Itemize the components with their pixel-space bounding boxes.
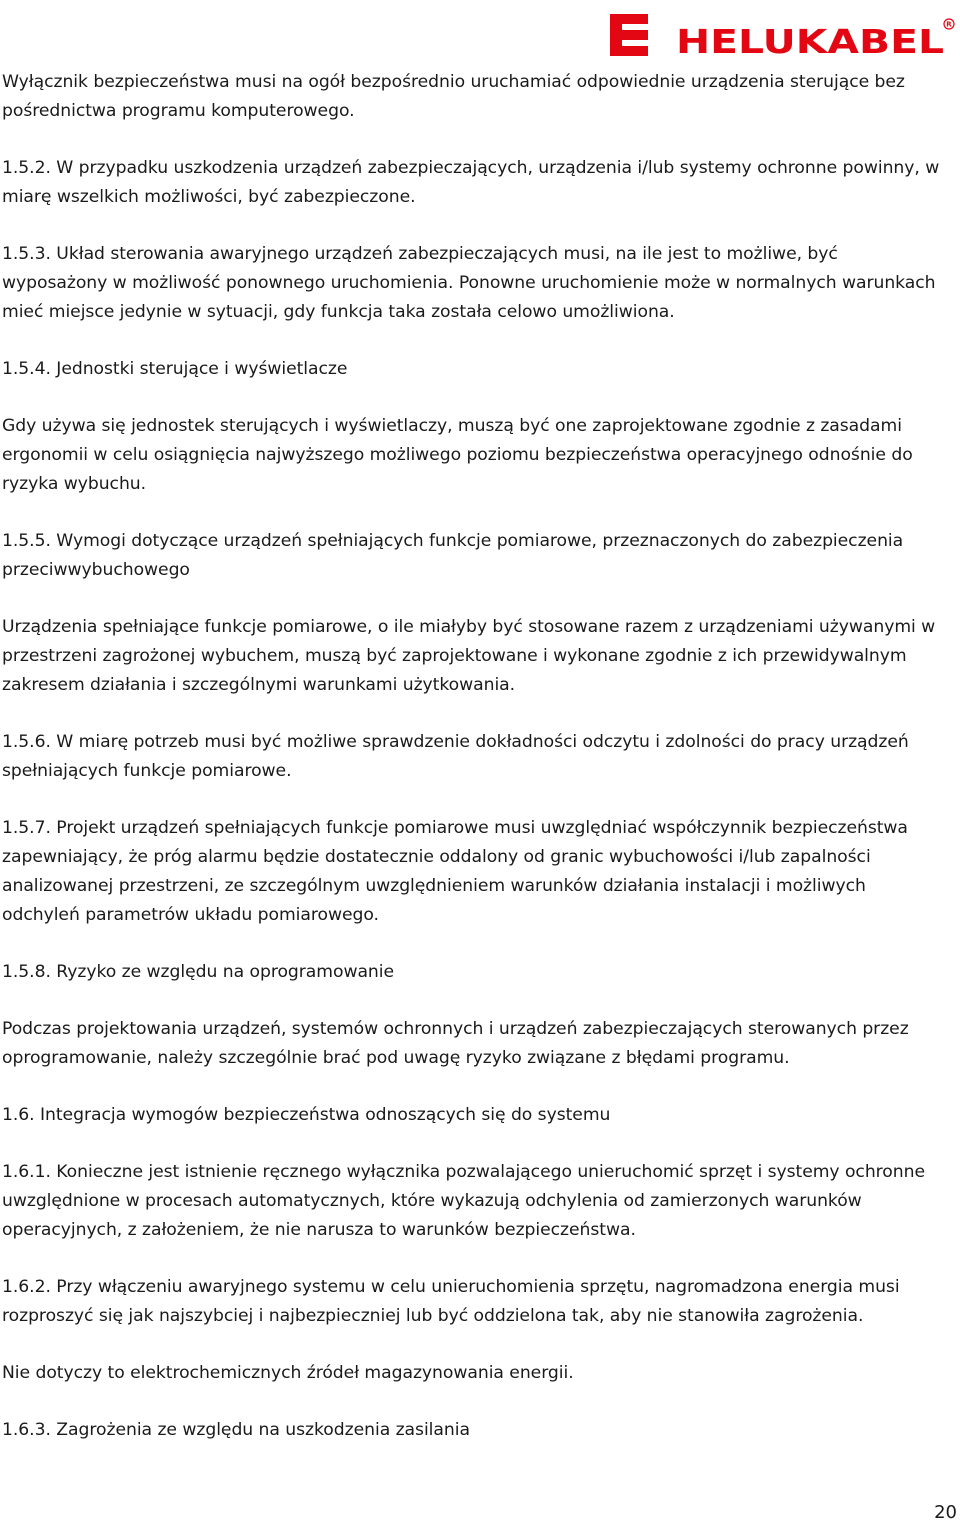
heading-1-6-3: 1.6.3. Zagrożenia ze względu na uszkodzenia zasilania [2,1420,470,1440]
paragraph-control-units: Gdy używa się jednostek sterujących i wyświetlaczy, muszą być one zaprojektowane zgodnie z zasadami ergonomii w celu osiągnięcia najwyższego możliwego poziomu bezpieczeństwa operacyjnego odnośnie do ryzyka wybuchu. [2,416,913,494]
paragraph-measuring-devices: Urządzenia spełniające funkcje pomiarowe, o ile miałyby być stosowane razem z urządzeniami używanymi w przestrzeni zagrożonej wybuchem, muszą być zaprojektowane i wykonane zgodnie z ich przewidywalnym zakresem działania i szczególnymi warunkami użytkowania. [2,617,936,695]
paragraph-1-6-2: 1.6.2. Przy włączeniu awaryjnego systemu w celu unieruchomienia sprzętu, nagromadzona energia musi rozproszyć się jak najszybciej i najbezpieczniej lub być oddzielona tak, aby nie stanowiła zagrożenia. [2,1277,900,1326]
paragraph-1-5-3: 1.5.3. Układ sterowania awaryjnego urządzeń zabezpieczających musi, na ile jest to możliwe, być wyposażony w możliwość ponownego uruchomienia. Ponowne uruchomienie może w normalnych warunkach mieć miejsce jedynie w sytuacji, gdy funkcja taka została celowo umożliwiona. [2,244,936,322]
paragraph-1-5-6: 1.5.6. W miarę potrzeb musi być możliwe sprawdzenie dokładności odczytu i zdolności do pracy urządzeń spełniających funkcje pomiarowe. [2,732,909,781]
paragraph-intro: Wyłącznik bezpieczeństwa musi na ogół bezpośrednio uruchamiać odpowiednie urządzenia sterujące bez pośrednictwa programu komputerowego. [2,72,905,121]
helukabel-logo [610,14,955,56]
paragraph-1-6-1: 1.6.1. Konieczne jest istnienie ręcznego wyłącznika pozwalającego unieruchomić sprzęt i systemy ochronne uwzględnione w procesach automatycznych, które wykazują odchylenia od zamierzonych warunków operacyjnych, z założeniem, że nie narusza to warunków bezpieczeństwa. [2,1162,925,1240]
paragraph-software-risk: Podczas projektowania urządzeń, systemów ochronnych i urządzeń zabezpieczających sterowanych przez oprogramowanie, należy szczególnie brać pod uwagę ryzyko związane z błędami programu. [2,1019,909,1068]
paragraph-1-5-7: 1.5.7. Projekt urządzeń spełniających funkcje pomiarowe musi uwzględniać współczynnik bezpieczeństwa zapewniający, że próg alarmu będzie dostatecznie oddalony od granic wybuchowości i/lub zapalności analizowanej przestrzeni, ze szczególnym uwzględnieniem warunków działania instalacji i możliwych odchyleń parametrów układu pomiarowego. [2,818,908,925]
heading-1-5-4: 1.5.4. Jednostki sterujące i wyświetlacze [2,359,348,379]
page-number: 20 [934,1502,957,1523]
document-body [2,68,957,1473]
heading-1-5-5: 1.5.5. Wymogi dotyczące urządzeń spełniających funkcje pomiarowe, przeznaczonych do zabezpieczenia przeciwwybuchowego [2,531,904,580]
logo-wordmark: HELUKABEL [676,22,944,56]
heading-1-6: 1.6. Integracja wymogów bezpieczeństwa odnoszących się do systemu [2,1105,611,1125]
paragraph-1-5-2: 1.5.2. W przypadku uszkodzenia urządzeń zabezpieczających, urządzenia i/lub systemy ochronne powinny, w miarę wszelkich możliwości, być zabezpieczone. [2,158,940,207]
registered-mark-icon: R [946,20,952,29]
helukabel-logo-graphic [610,14,955,56]
paragraph-energy-storage-note: Nie dotyczy to elektrochemicznych źródeł magazynowania energii. [2,1363,574,1383]
heading-1-5-8: 1.5.8. Ryzyko ze względu na oprogramowanie [2,962,395,982]
